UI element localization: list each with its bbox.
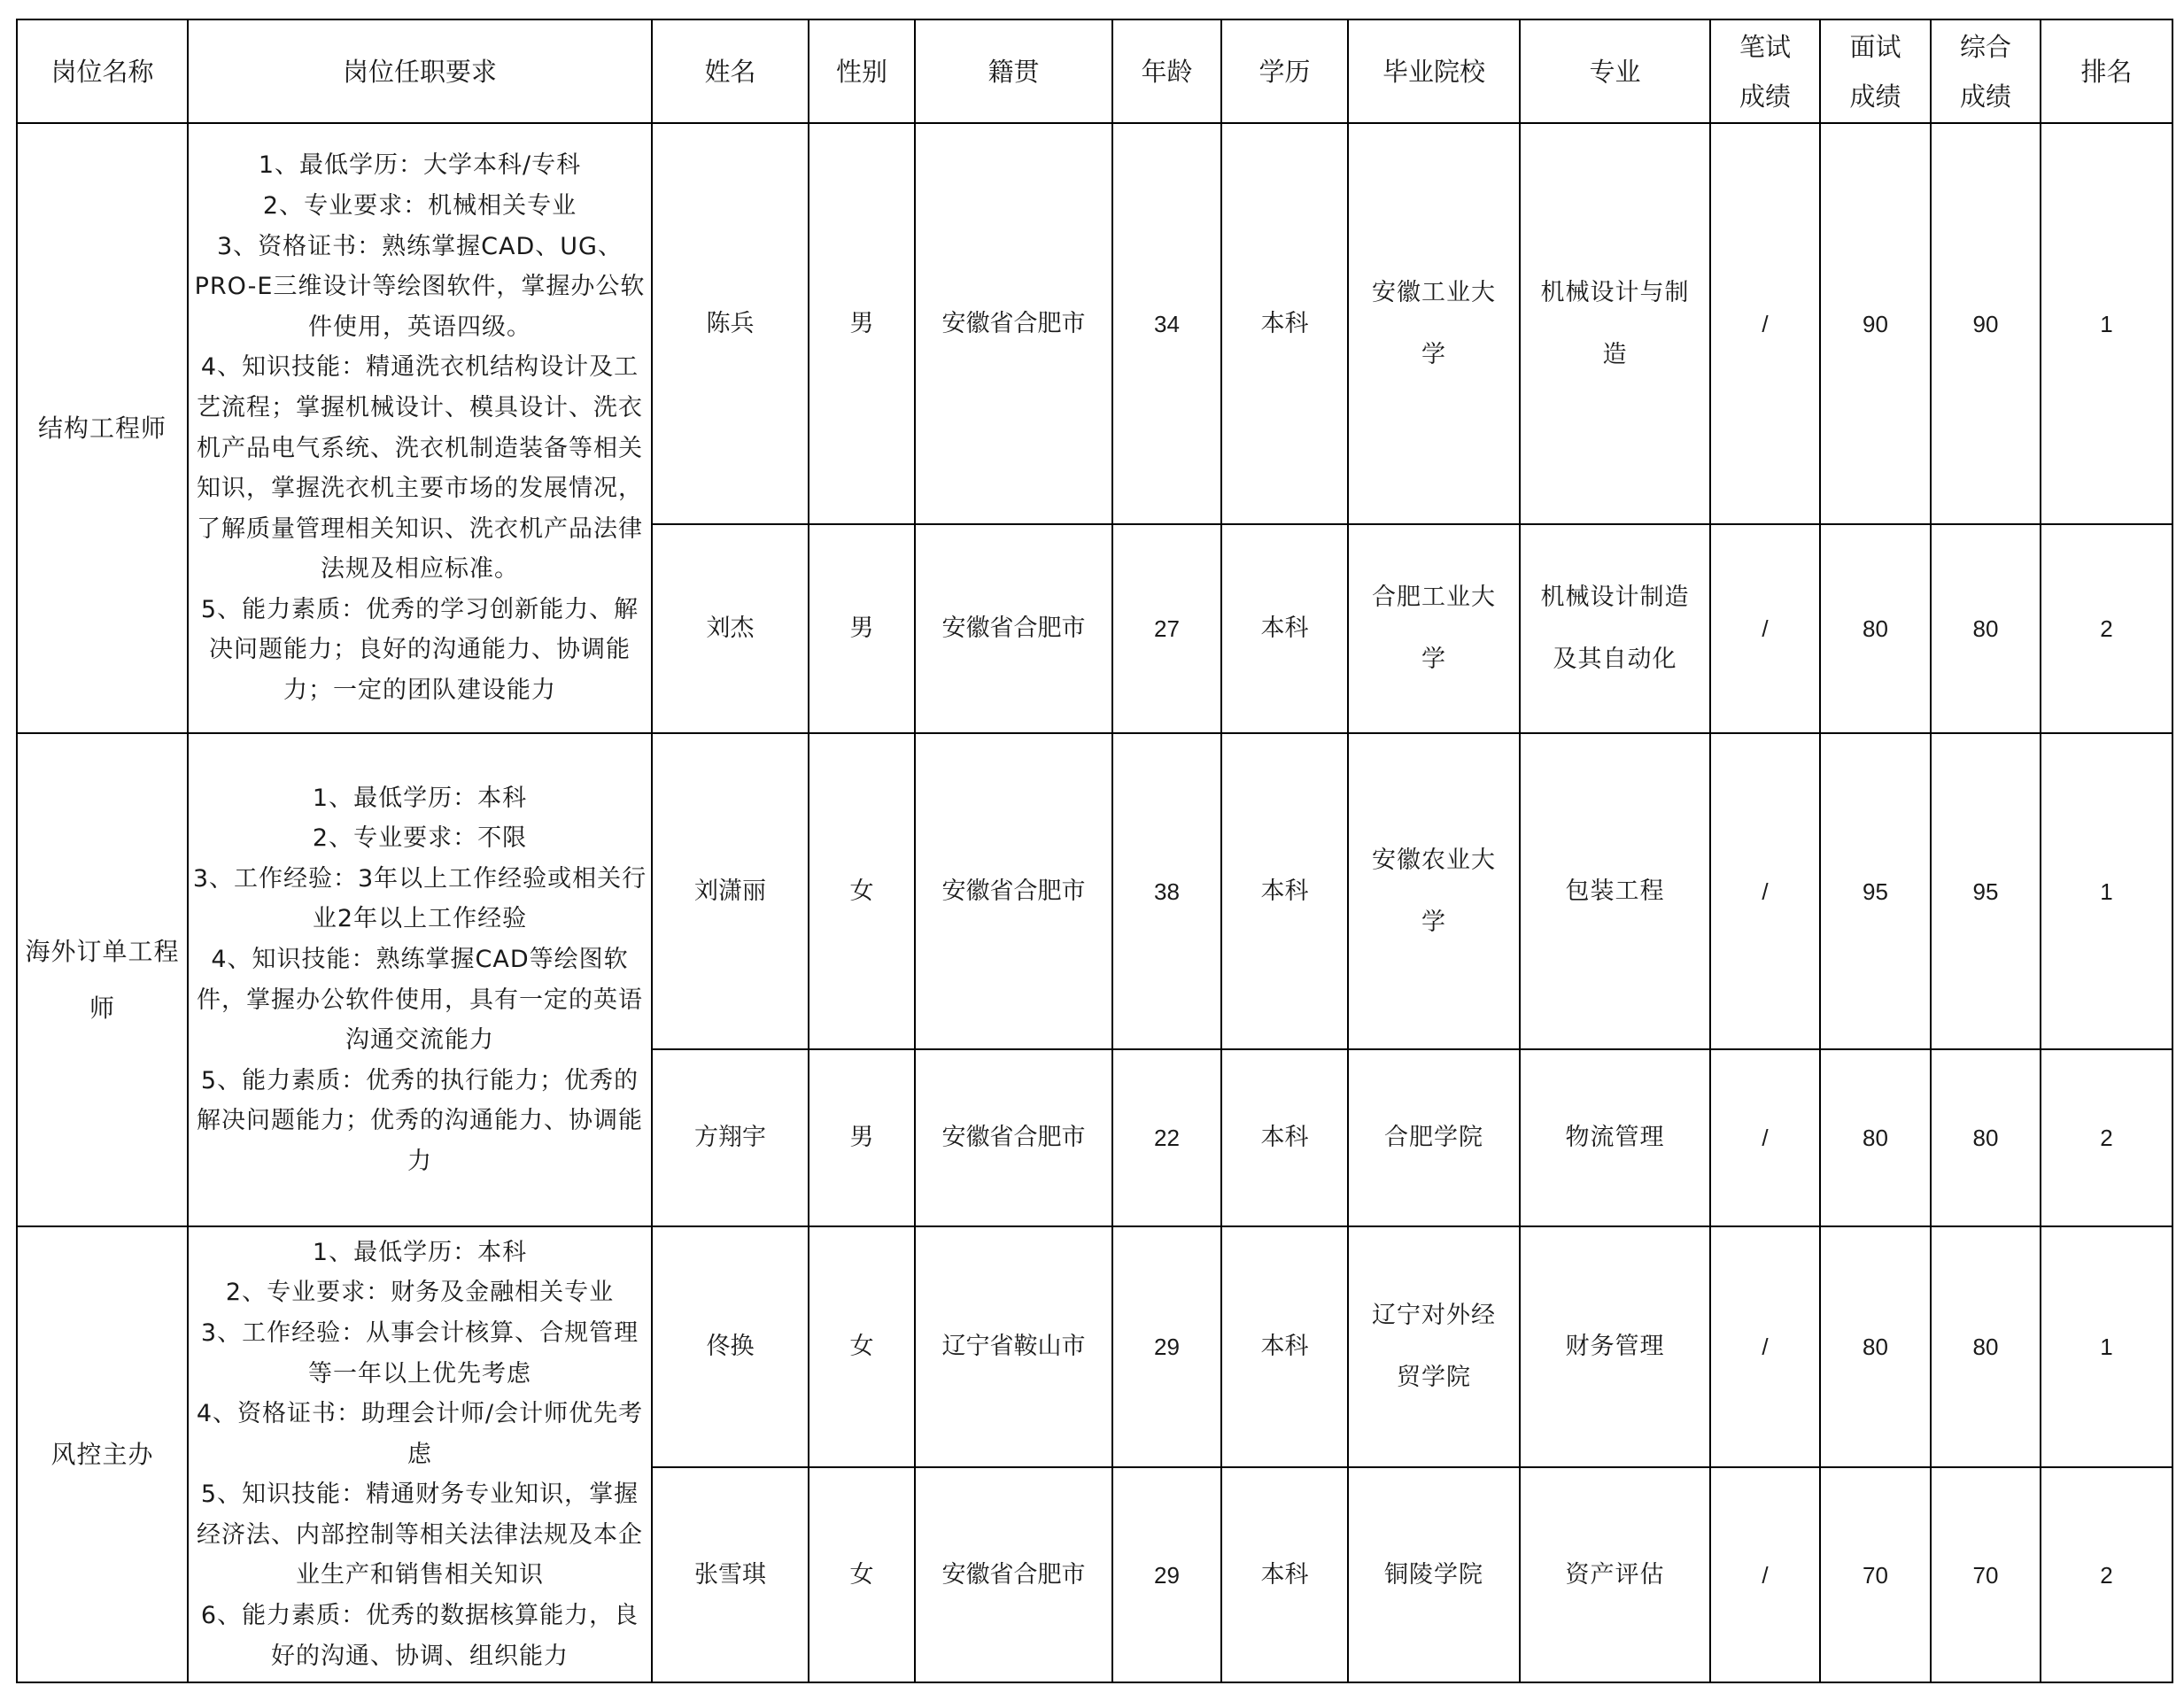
position-cell — [17, 733, 188, 1226]
candidate-major — [1520, 1049, 1710, 1226]
requirement-item: 6、能力素质：优秀的数据核算能力，良好的沟通、协调、组织能力 — [200, 1602, 639, 1670]
candidate-education: 本科 — [1221, 733, 1348, 1049]
candidate-major-text: 资产评估 — [1565, 1560, 1665, 1589]
requirement-item: 1、最低学历：本科 — [312, 784, 528, 812]
candidate-age: 34 — [1112, 123, 1221, 524]
candidate-total-score: 90 — [1931, 123, 2041, 524]
requirement-item: 3、工作经验：3年以上工作经验或相关行业2年以上工作经验 — [192, 864, 647, 933]
candidate-age: 22 — [1112, 1049, 1221, 1226]
candidate-school-text: 合肥学院 — [1384, 1124, 1483, 1151]
candidate-total-score: 80 — [1931, 1226, 2041, 1467]
candidate-total-score: 80 — [1931, 524, 2041, 733]
table-row — [17, 1226, 2172, 1467]
candidate-hometown: 安徽省合肥市 — [915, 123, 1112, 524]
candidate-school-text: 辽宁对外经贸学院 — [1372, 1302, 1496, 1391]
candidate-interview-score: 70 — [1820, 1467, 1931, 1682]
candidate-total-score: 80 — [1931, 1049, 2041, 1226]
requirement-item: 4、资格证书：助理会计师/会计师优先考虑 — [196, 1400, 644, 1468]
candidate-interview-score: 90 — [1820, 123, 1931, 524]
requirement-item: 3、资格证书：熟练掌握CAD、UG、PRO-E三维设计等绘图软件，掌握办公软件使用，英语四级。 — [194, 232, 646, 341]
candidate-age: 29 — [1112, 1467, 1221, 1682]
candidate-age: 29 — [1112, 1226, 1221, 1467]
candidate-education: 本科 — [1221, 524, 1348, 733]
candidate-name: 陈兵 — [652, 123, 809, 524]
candidate-major — [1520, 1467, 1710, 1682]
candidate-school — [1348, 1226, 1520, 1467]
candidate-name: 张雪琪 — [652, 1467, 809, 1682]
candidate-school-text: 安徽农业大学 — [1372, 846, 1496, 936]
header-school: 毕业院校 — [1348, 19, 1520, 123]
header-row — [17, 19, 2172, 123]
candidate-education: 本科 — [1221, 123, 1348, 524]
candidate-written-score: / — [1710, 733, 1820, 1049]
header-requirements: 岗位任职要求 — [188, 19, 652, 123]
candidate-name: 刘杰 — [652, 524, 809, 733]
candidate-interview-score: 80 — [1820, 1226, 1931, 1467]
header-hometown: 籍贯 — [915, 19, 1112, 123]
candidate-rank: 1 — [2041, 733, 2172, 1049]
header-interview-score: 面试成绩 — [1820, 19, 1931, 123]
candidate-rank: 2 — [2041, 524, 2172, 733]
candidate-major-text: 物流管理 — [1565, 1124, 1665, 1151]
candidate-school — [1348, 733, 1520, 1049]
candidate-interview-score: 95 — [1820, 733, 1931, 1049]
table-row — [17, 123, 2172, 524]
requirement-item: 4、知识技能：熟练掌握CAD等绘图软件，掌握办公软件使用，具有一定的英语沟通交流能力 — [197, 945, 643, 1055]
candidate-written-score: / — [1710, 1226, 1820, 1467]
candidate-rank: 2 — [2041, 1467, 2172, 1682]
candidate-gender: 男 — [809, 524, 915, 733]
requirements-cell — [188, 1226, 652, 1682]
requirement-item: 5、能力素质：优秀的执行能力；优秀的解决问题能力；优秀的沟通能力、协调能力 — [197, 1066, 643, 1175]
candidate-education: 本科 — [1221, 1049, 1348, 1226]
candidate-major — [1520, 524, 1710, 733]
candidate-major-text: 财务管理 — [1565, 1333, 1665, 1360]
requirement-item: 1、最低学历：本科 — [312, 1238, 528, 1266]
candidate-hometown: 安徽省合肥市 — [915, 1049, 1112, 1226]
requirement-item: 2、专业要求：不限 — [312, 824, 528, 853]
candidate-school-text: 铜陵学院 — [1384, 1560, 1483, 1589]
candidate-hometown: 安徽省合肥市 — [915, 1467, 1112, 1682]
candidate-rank: 1 — [2041, 1226, 2172, 1467]
candidate-school — [1348, 1467, 1520, 1682]
candidate-gender: 女 — [809, 733, 915, 1049]
candidate-interview-score: 80 — [1820, 524, 1931, 733]
candidate-written-score: / — [1710, 524, 1820, 733]
candidate-school — [1348, 123, 1520, 524]
candidate-hometown: 安徽省合肥市 — [915, 733, 1112, 1049]
candidate-gender: 男 — [809, 123, 915, 524]
header-name: 姓名 — [652, 19, 809, 123]
requirement-item: 4、知识技能：精通洗衣机结构设计及工艺流程；掌握机械设计、模具设计、洗衣机产品电气系统、洗衣机制造装备等相关知识，掌握洗衣机主要市场的发展情况，了解质量管理相关知识、洗衣机产品法律法规及相应标准。 — [197, 353, 643, 584]
candidate-name: 方翔宇 — [652, 1049, 809, 1226]
candidate-results-table — [16, 19, 2173, 1683]
candidate-major-text: 包装工程 — [1565, 877, 1665, 905]
requirement-item: 2、专业要求：机械相关专业 — [262, 191, 577, 220]
position-text: 海外订单工程师 — [25, 936, 180, 1023]
candidate-age: 38 — [1112, 733, 1221, 1049]
position-cell: 结构工程师 — [17, 123, 188, 733]
candidate-age: 27 — [1112, 524, 1221, 733]
candidate-total-score: 95 — [1931, 733, 2041, 1049]
requirement-item: 3、工作经验：从事会计核算、合规管理等一年以上优先考虑 — [200, 1318, 639, 1388]
header-major: 专业 — [1520, 19, 1710, 123]
header-age: 年龄 — [1112, 19, 1221, 123]
candidate-written-score: / — [1710, 1467, 1820, 1682]
candidate-education: 本科 — [1221, 1226, 1348, 1467]
requirement-item: 5、知识技能：精通财务专业知识，掌握经济法、内部控制等相关法律法规及本企业生产和销售相关知识 — [197, 1481, 643, 1589]
candidate-major-text: 机械设计与制造 — [1540, 278, 1690, 368]
header-rank: 排名 — [2041, 19, 2172, 123]
candidate-gender: 女 — [809, 1226, 915, 1467]
candidate-school-text: 安徽工业大学 — [1372, 278, 1496, 368]
candidate-written-score: / — [1710, 1049, 1820, 1226]
table-row — [17, 733, 2172, 1049]
candidate-written-score: / — [1710, 123, 1820, 524]
requirements-cell — [188, 123, 652, 733]
header-gender: 性别 — [809, 19, 915, 123]
candidate-rank: 1 — [2041, 123, 2172, 524]
candidate-school — [1348, 1049, 1520, 1226]
candidate-major — [1520, 123, 1710, 524]
candidate-rank: 2 — [2041, 1049, 2172, 1226]
requirement-item: 5、能力素质：优秀的学习创新能力、解决问题能力；良好的沟通能力、协调能力；一定的团队建设能力 — [200, 595, 639, 705]
header-total-score: 综合成绩 — [1931, 19, 2041, 123]
candidate-total-score: 70 — [1931, 1467, 2041, 1682]
requirement-item: 2、专业要求：财务及金融相关专业 — [225, 1279, 615, 1307]
candidate-name: 佟换 — [652, 1226, 809, 1467]
header-position: 岗位名称 — [17, 19, 188, 123]
candidate-major — [1520, 733, 1710, 1049]
candidate-gender: 女 — [809, 1467, 915, 1682]
candidate-name: 刘潇丽 — [652, 733, 809, 1049]
candidate-major-text: 机械设计制造及其自动化 — [1540, 584, 1690, 673]
candidate-school — [1348, 524, 1520, 733]
candidate-hometown: 安徽省合肥市 — [915, 524, 1112, 733]
requirements-cell — [188, 733, 652, 1226]
header-education: 学历 — [1221, 19, 1348, 123]
requirement-item: 1、最低学历：大学本科/专科 — [258, 151, 582, 180]
candidate-school-text: 合肥工业大学 — [1372, 584, 1496, 673]
candidate-hometown: 辽宁省鞍山市 — [915, 1226, 1112, 1467]
position-cell: 风控主办 — [17, 1226, 188, 1682]
header-written-score: 笔试成绩 — [1710, 19, 1820, 123]
candidate-gender: 男 — [809, 1049, 915, 1226]
candidate-interview-score: 80 — [1820, 1049, 1931, 1226]
candidate-major — [1520, 1226, 1710, 1467]
candidate-education: 本科 — [1221, 1467, 1348, 1682]
